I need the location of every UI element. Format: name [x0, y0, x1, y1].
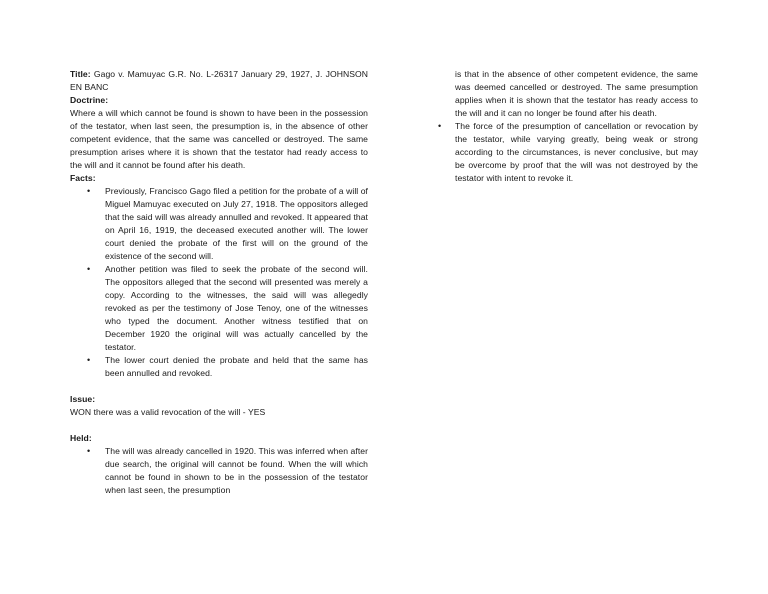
spacer	[70, 419, 368, 432]
fact-text: Another petition was filed to seek the probate of the second will. The oppositors alleged that the second will presented was merely a copy. According to the witnesses, the said will was allegedly revoked as per the testimony of Jose Tenoy, one of the witnesses who typed the document. Another witness testified that on December 1920 the original will was actually cancelled by the testator.	[105, 264, 368, 352]
held-list	[70, 445, 368, 497]
bullet-icon: •	[87, 186, 91, 196]
right-column	[434, 68, 698, 185]
title-label: Title:	[70, 69, 91, 79]
doctrine-text: Where a will which cannot be found is shown to have been in the possession of the testator, when last seen, the presumption is, in the absence of other competent evidence, that the same was cancelled or destroyed. The same presumption arises where it is shown that the testator had ready access to the will and it cannot be found after his death.	[70, 108, 368, 170]
bullet-icon: •	[87, 355, 91, 365]
title-text: Gago v. Mamuyac G.R. No. L-26317 January 29, 1927, J. JOHNSON EN BANC	[70, 69, 368, 92]
held-item	[434, 120, 698, 185]
held-label: Held:	[70, 433, 92, 443]
held-text: The will was already cancelled in 1920. This was inferred when after due search, the original will cannot be found. When the will which cannot be found in shown to be in the possession of the testator when last seen, the presumption	[105, 446, 368, 495]
fact-text: The lower court denied the probate and held that the same has been annulled and revoked.	[105, 355, 368, 378]
fact-item	[70, 185, 368, 263]
issue-text: WON there was a valid revocation of the will - YES	[70, 407, 266, 417]
facts-list	[70, 185, 368, 380]
issue-label: Issue:	[70, 394, 96, 404]
facts-label: Facts:	[70, 173, 96, 183]
fact-item	[70, 354, 368, 380]
held-list-continued	[434, 120, 698, 185]
held-text: The force of the presumption of cancellation or revocation by the testator, while varying greatly, being weak or strong according to the circumstances, is never conclusive, but may be overcome by proof that the will was not destroyed by the testator with intent to revoke it.	[455, 121, 698, 183]
held-continuation: is that in the absence of other competent evidence, the same was deemed cancelled or destroyed. The same presumption applies when it is shown that the testator has ready access to the will and it can no longer be found after his death.	[455, 69, 698, 118]
bullet-icon: •	[87, 264, 91, 274]
case-title	[70, 68, 368, 94]
bullet-icon: •	[438, 121, 442, 131]
fact-item	[70, 263, 368, 354]
doctrine-label: Doctrine:	[70, 95, 109, 105]
bullet-icon: •	[87, 446, 91, 456]
held-item	[70, 445, 368, 497]
fact-text: Previously, Francisco Gago filed a petition for the probate of a will of Miguel Mamuyac executed on July 27, 1918. The oppositors alleged that the said will was already annulled and revoked. It appeared that on April 16, 1919, the deceased executed another will. The lower court denied the probate of the first will on the ground of the existence of the second will.	[105, 186, 368, 261]
spacer	[70, 380, 368, 393]
left-column	[70, 68, 368, 497]
